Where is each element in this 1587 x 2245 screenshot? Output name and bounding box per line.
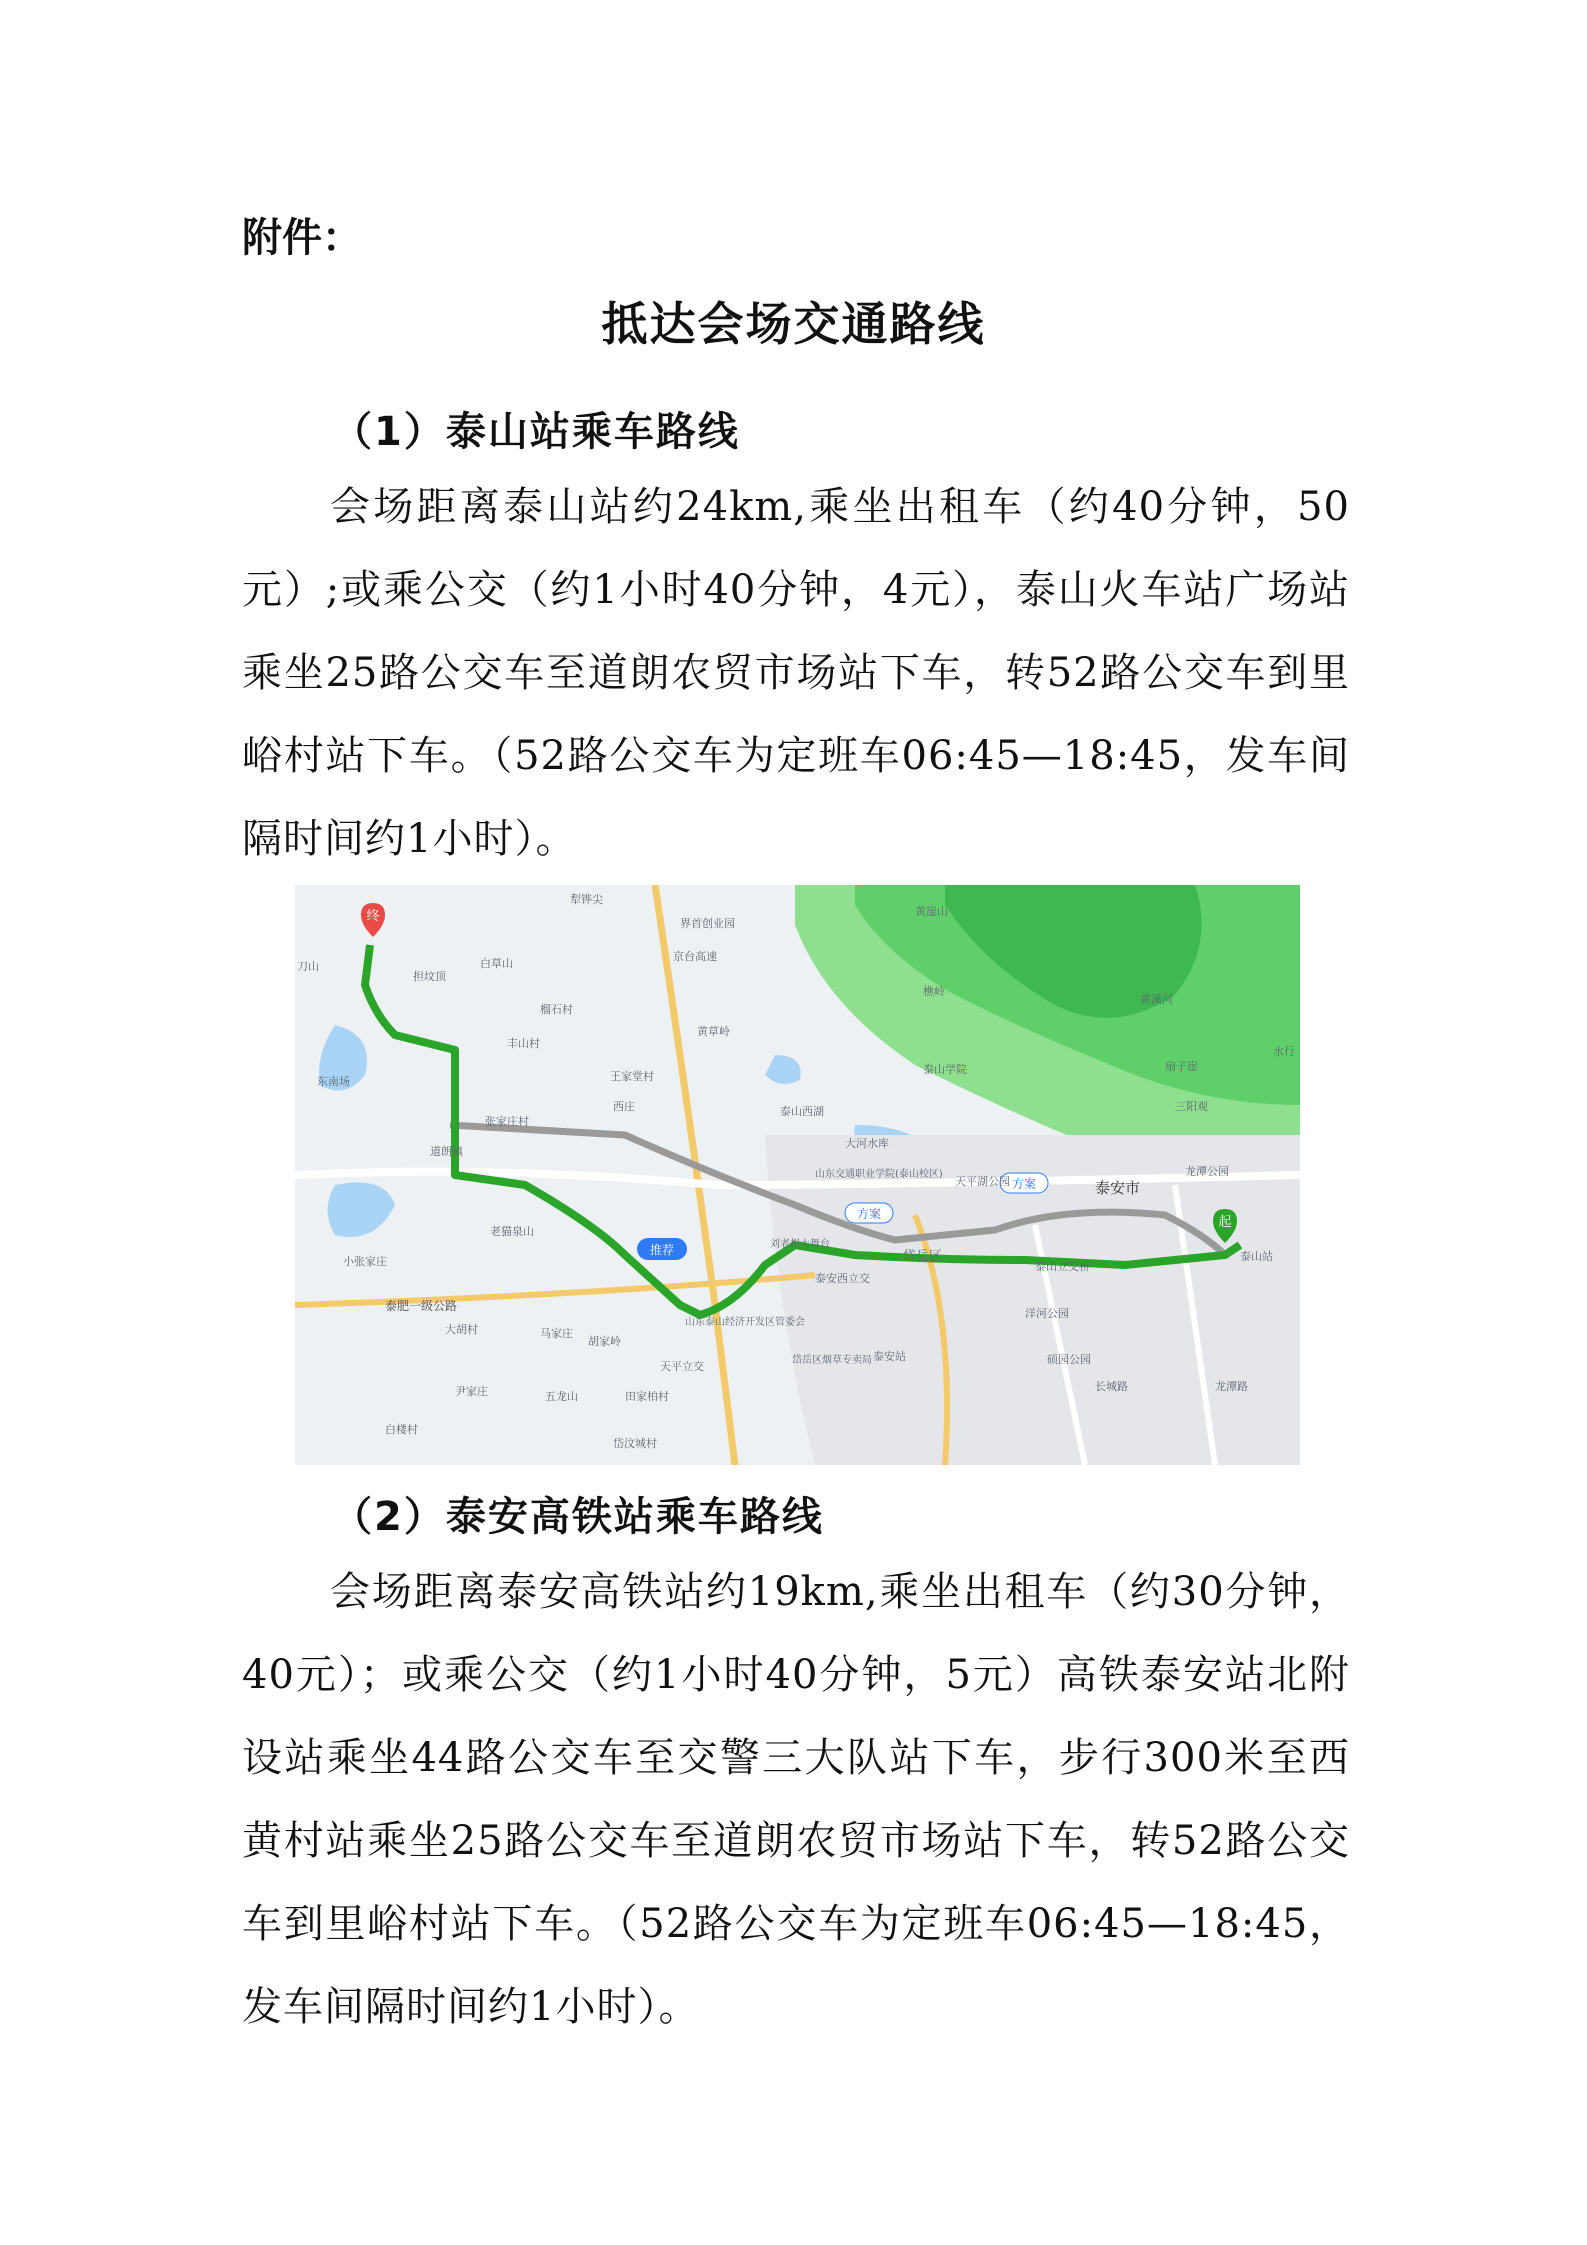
map-label: 西庄: [613, 1100, 635, 1113]
map-label: 泰安西立交: [815, 1272, 870, 1285]
map-label: 泰山立交桥: [1035, 1260, 1090, 1273]
map-label: 五龙山: [545, 1390, 578, 1403]
svg-text:方案: 方案: [856, 1207, 882, 1221]
map-label: 三阳观: [1175, 1100, 1208, 1113]
map-label: 山东泰山经济开发区管委会: [685, 1317, 805, 1328]
map-label: 白草山: [480, 957, 513, 970]
route-tag-recommended[interactable]: [637, 1238, 687, 1260]
map-label: 泰安站: [873, 1350, 906, 1363]
map-label: 泰山站: [1240, 1250, 1273, 1263]
map-label: 大河水库: [845, 1137, 889, 1150]
map-label: 大胡村: [445, 1323, 478, 1336]
map-label: 黄崖山: [915, 905, 948, 918]
map-label: 泰肥一级公路: [385, 1299, 458, 1313]
paragraph-taian-hsr-station: 会场距离泰安高铁站约19km,乘坐出租车（约30分钟，40元）；或乘公交（约1小时40分钟，5元）高铁泰安站北附设站乘坐44路公交车至交警三大队站下车，步行300米至西黄村站乘坐25路公交车至道朗农贸市场站下车，转52路公交车到里峪村站下车。（52路公交车为定班车06:45—18:45，发车间隔时间约1小时）。: [242, 1569, 1350, 2030]
map-label: 界首创业园: [680, 917, 735, 930]
document-title: 抵达会场交通路线: [601, 297, 986, 351]
map-label: 泰山学院: [923, 1063, 967, 1076]
map-label: 长城路: [1095, 1380, 1128, 1393]
route-tag-option-2[interactable]: [845, 1203, 893, 1223]
map-label: 道朗镇: [430, 1145, 463, 1158]
map-label: 黄草岭: [697, 1025, 730, 1038]
map-label: 水行: [1273, 1045, 1295, 1058]
map-label: 京台高速: [673, 950, 717, 963]
map-label: 天平湖公园: [955, 1175, 1010, 1188]
map-label: 刘老根大舞台: [770, 1239, 830, 1250]
svg-text:方案: 方案: [1011, 1177, 1037, 1191]
map-label: 岱岳区: [903, 1249, 943, 1264]
map-label: 泰安市: [1095, 1179, 1141, 1197]
map-label: 刀山: [297, 960, 319, 973]
route-map[interactable]: [295, 885, 1300, 1465]
map-label: 岱岳区烟草专卖局: [792, 1355, 872, 1366]
map-label: 黄溪河: [1140, 993, 1173, 1006]
map-label: 马家庄: [540, 1327, 573, 1340]
map-label: 天平立交: [660, 1360, 704, 1373]
map-label: 老猫泉山: [490, 1225, 534, 1238]
end-marker-label: 终: [366, 909, 380, 924]
map-label: 尹家庄: [455, 1385, 488, 1398]
map-label: 龙潭路: [1215, 1380, 1248, 1393]
map-label: 泰山西湖: [780, 1105, 824, 1118]
route-map-svg[interactable]: [295, 885, 1300, 1465]
map-label: 胡家岭: [588, 1335, 621, 1348]
map-label: 张家庄村: [485, 1115, 529, 1128]
annex-label: 附件：: [242, 215, 362, 261]
map-label: 龙潭公园: [1185, 1165, 1229, 1178]
section-heading-taishan-station: （1）泰山站乘车路线: [332, 409, 740, 455]
map-label: 犁铧尖: [570, 893, 603, 906]
map-label: 扇子崖: [1165, 1060, 1198, 1073]
start-marker-label: 起: [1218, 1215, 1232, 1230]
map-label: 担坟顶: [413, 970, 446, 983]
svg-text:推荐: 推荐: [649, 1243, 675, 1257]
map-label: 山东交通职业学院(泰山校区): [815, 1169, 943, 1180]
map-label: 樵岭: [923, 985, 945, 998]
section-heading-taian-hsr-station: （2）泰安高铁站乘车路线: [332, 1494, 824, 1540]
map-label: 白楼村: [385, 1423, 418, 1436]
paragraph-taishan-station: 会场距离泰山站约24km,乘坐出租车（约40分钟，50元）;或乘公交（约1小时40分钟，4元），泰山火车站广场站乘坐25路公交车至道朗农贸市场站下车，转52路公交车到里峪村站下车。（52路公交车为定班车06:45—18:45，发车间隔时间约1小时）。: [242, 484, 1350, 862]
map-label: 岱汶城村: [613, 1437, 657, 1450]
map-label: 榴石村: [540, 1003, 573, 1016]
map-label: 丰山村: [507, 1037, 540, 1050]
map-label: 洋河公园: [1025, 1307, 1069, 1320]
map-label: 王家堂村: [610, 1070, 654, 1083]
map-label: 东南场: [317, 1075, 350, 1088]
map-label: 田家柏村: [625, 1390, 669, 1403]
map-label: 小张家庄: [343, 1255, 387, 1268]
map-label: 硕园公园: [1047, 1353, 1091, 1366]
